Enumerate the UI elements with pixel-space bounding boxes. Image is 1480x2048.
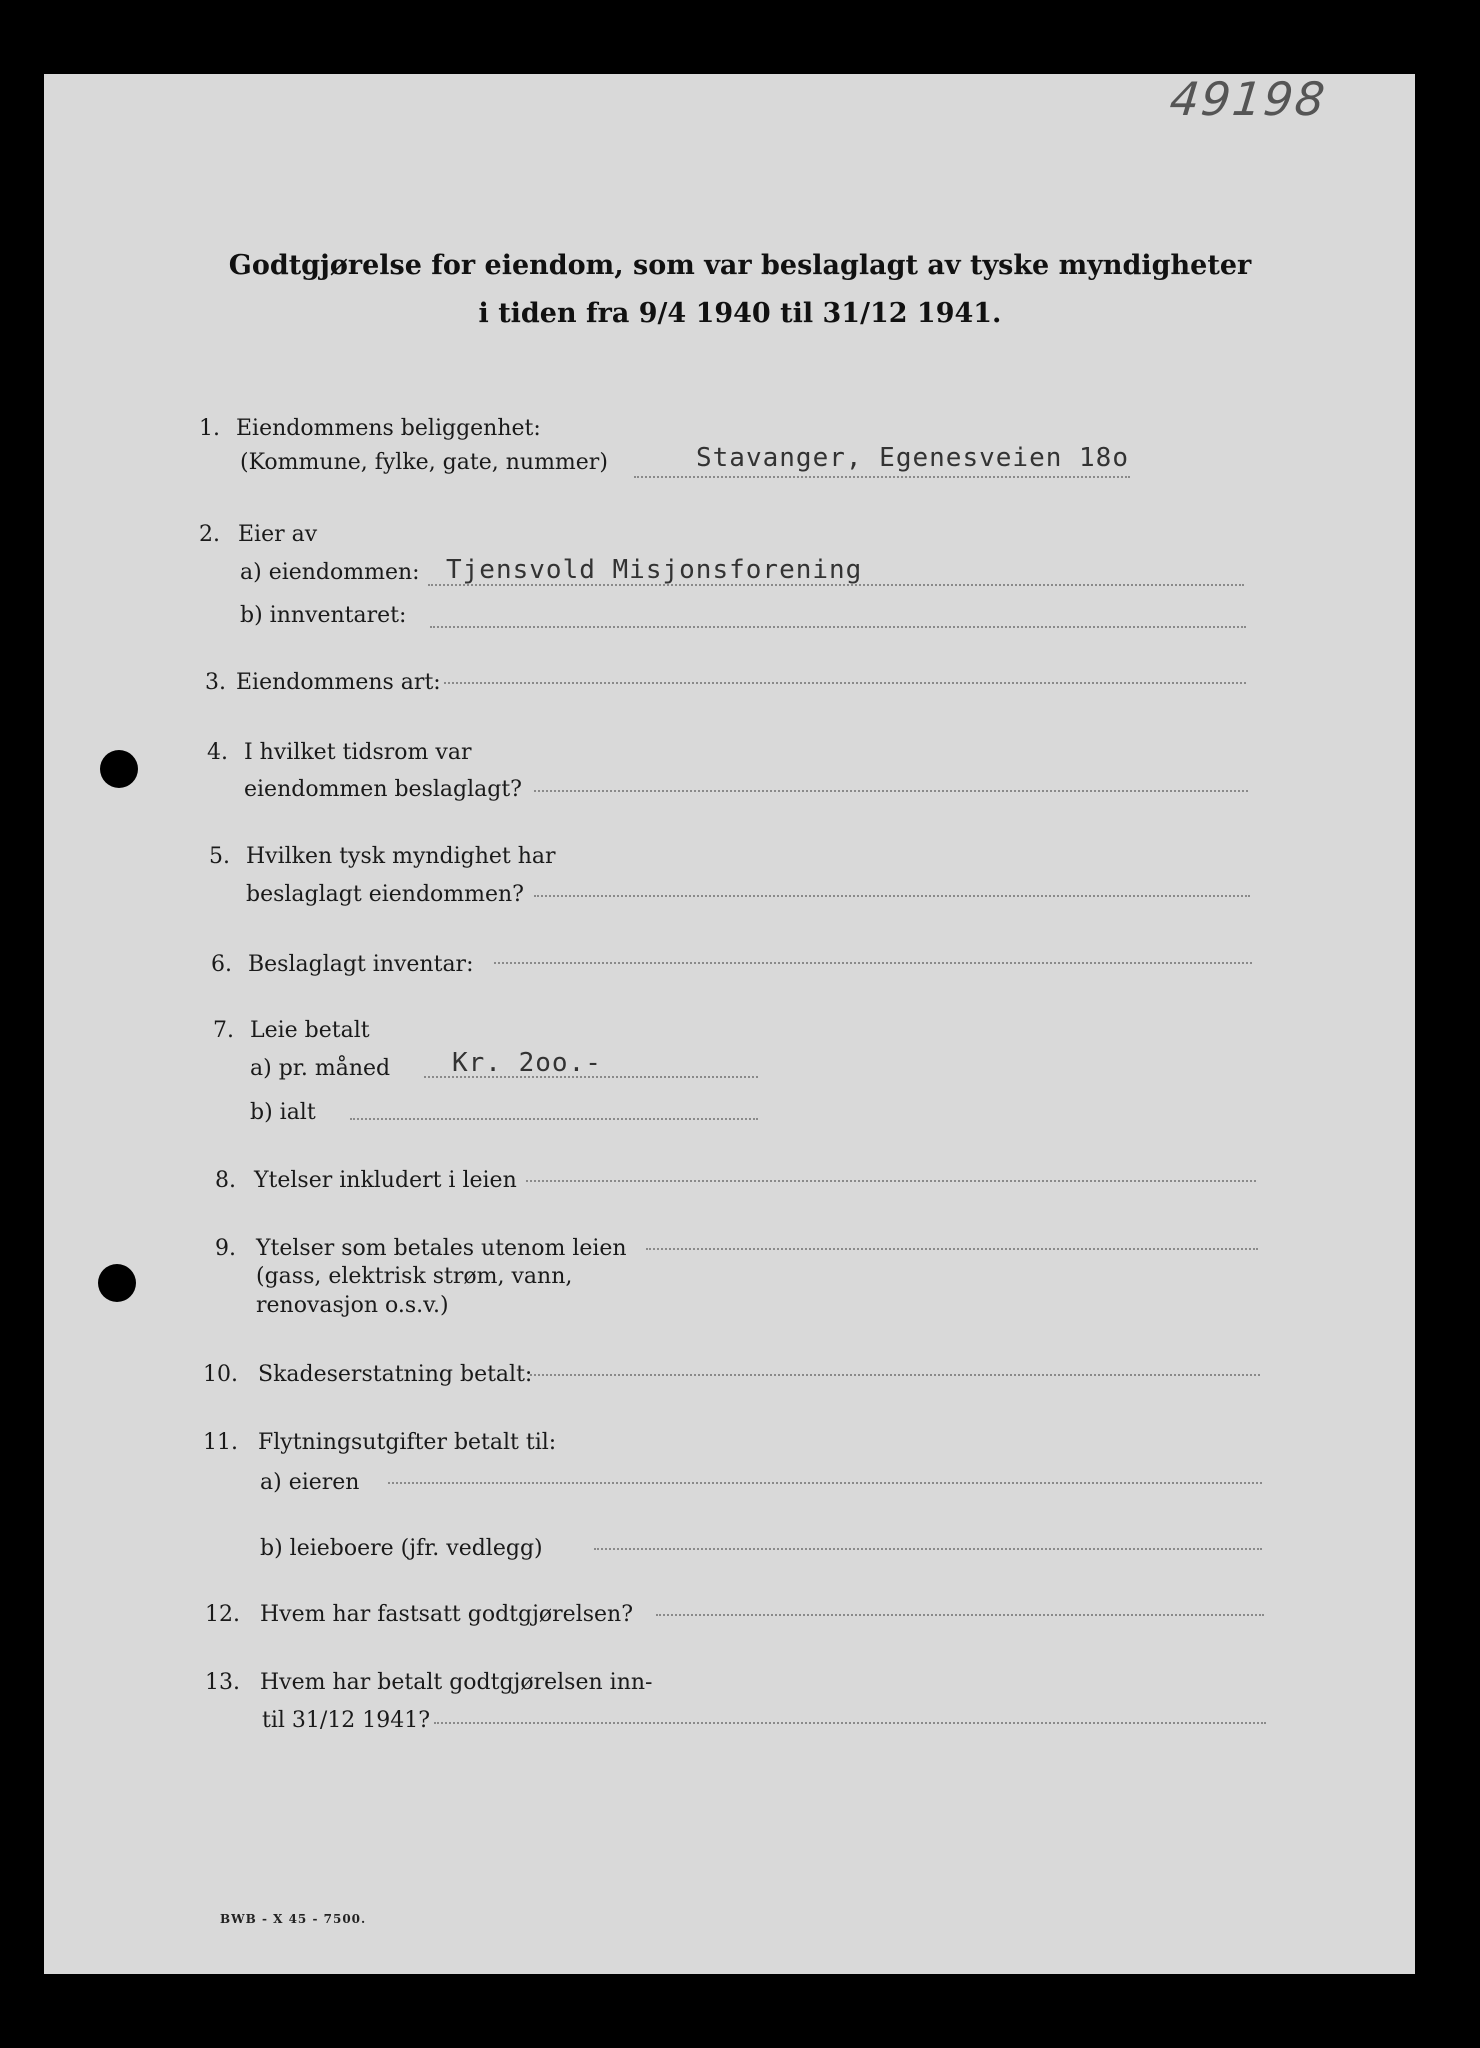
q12-answer-line xyxy=(656,1614,1264,1616)
q6-number: 6. xyxy=(211,952,232,977)
q1-answer-line xyxy=(634,476,1130,478)
q11b-answer-line xyxy=(594,1548,1262,1550)
q4-sublabel: eiendommen beslaglagt? xyxy=(244,777,522,802)
q11a-label: a) eieren xyxy=(260,1470,360,1495)
form-footer-code: BWB - X 45 - 7500. xyxy=(220,1912,367,1926)
punch-hole xyxy=(98,1264,136,1302)
q7a-answer: Kr. 2oo.- xyxy=(452,1048,602,1078)
q4-answer-line xyxy=(534,790,1248,792)
q2a-label: a) eiendommen: xyxy=(240,560,420,585)
q3-number: 3. xyxy=(205,670,226,695)
q2-label: Eier av xyxy=(238,522,318,547)
q5-label: Hvilken tysk myndighet har xyxy=(246,844,556,869)
q2-number: 2. xyxy=(199,522,220,547)
handwritten-archive-number: 49198 xyxy=(1167,72,1330,126)
q3-label: Eiendommens art: xyxy=(236,670,441,695)
q5-answer-line xyxy=(534,895,1250,897)
q12-number: 12. xyxy=(205,1602,240,1627)
q9-answer-line xyxy=(646,1248,1258,1250)
q7a-label: a) pr. måned xyxy=(250,1056,391,1081)
q3-answer-line xyxy=(444,682,1246,684)
q7b-label: b) ialt xyxy=(250,1100,316,1125)
q4-number: 4. xyxy=(207,740,228,765)
q10-answer-line xyxy=(530,1374,1260,1376)
q2a-answer: Tjensvold Misjonsforening xyxy=(446,555,863,585)
q8-answer-line xyxy=(526,1180,1256,1182)
q9-sublabel-1: (gass, elektrisk strøm, vann, xyxy=(256,1264,573,1289)
q7b-answer-line xyxy=(350,1118,758,1120)
title-line-1: Godtgjørelse for eiendom, som var beslaglagt av tyske myndigheter xyxy=(228,250,1252,281)
q6-answer-line xyxy=(494,962,1252,964)
q1-number: 1. xyxy=(199,416,220,441)
q1-label: Eiendommens beliggenhet: xyxy=(236,416,541,441)
q10-number: 10. xyxy=(203,1362,238,1387)
q5-sublabel: beslaglagt eiendommen? xyxy=(246,882,524,907)
title-line-2: i tiden fra 9/4 1940 til 31/12 1941. xyxy=(478,298,1002,329)
q4-label: I hvilket tidsrom var xyxy=(244,740,472,765)
q1-sublabel: (Kommune, fylke, gate, nummer) xyxy=(240,450,608,475)
q6-label: Beslaglagt inventar: xyxy=(248,952,474,977)
q11b-label: b) leieboere (jfr. vedlegg) xyxy=(260,1536,543,1561)
q10-label: Skadeserstatning betalt: xyxy=(258,1362,533,1387)
q13-number: 13. xyxy=(205,1670,240,1695)
q11-label: Flytningsutgifter betalt til: xyxy=(258,1430,557,1455)
q1-answer: Stavanger, Egenesveien 18o xyxy=(696,443,1129,473)
q9-number: 9. xyxy=(215,1236,236,1261)
form-title xyxy=(0,242,1480,338)
q9-sublabel-2: renovasjon o.s.v.) xyxy=(256,1293,449,1318)
q11-number: 11. xyxy=(203,1430,238,1455)
q7-number: 7. xyxy=(213,1018,234,1043)
punch-hole xyxy=(100,750,138,788)
q9-label: Ytelser som betales utenom leien xyxy=(256,1236,627,1261)
q13-sublabel: til 31/12 1941? xyxy=(262,1708,431,1733)
q13-label: Hvem har betalt godtgjørelsen inn- xyxy=(260,1670,653,1695)
q11a-answer-line xyxy=(388,1482,1262,1484)
q5-number: 5. xyxy=(209,844,230,869)
q13-answer-line xyxy=(434,1722,1266,1724)
q8-label: Ytelser inkludert i leien xyxy=(254,1168,517,1193)
q7-label: Leie betalt xyxy=(250,1018,370,1043)
q12-label: Hvem har fastsatt godtgjørelsen? xyxy=(260,1602,634,1627)
q2b-label: b) innventaret: xyxy=(240,603,407,628)
q8-number: 8. xyxy=(215,1168,236,1193)
q2b-answer-line xyxy=(430,626,1246,628)
